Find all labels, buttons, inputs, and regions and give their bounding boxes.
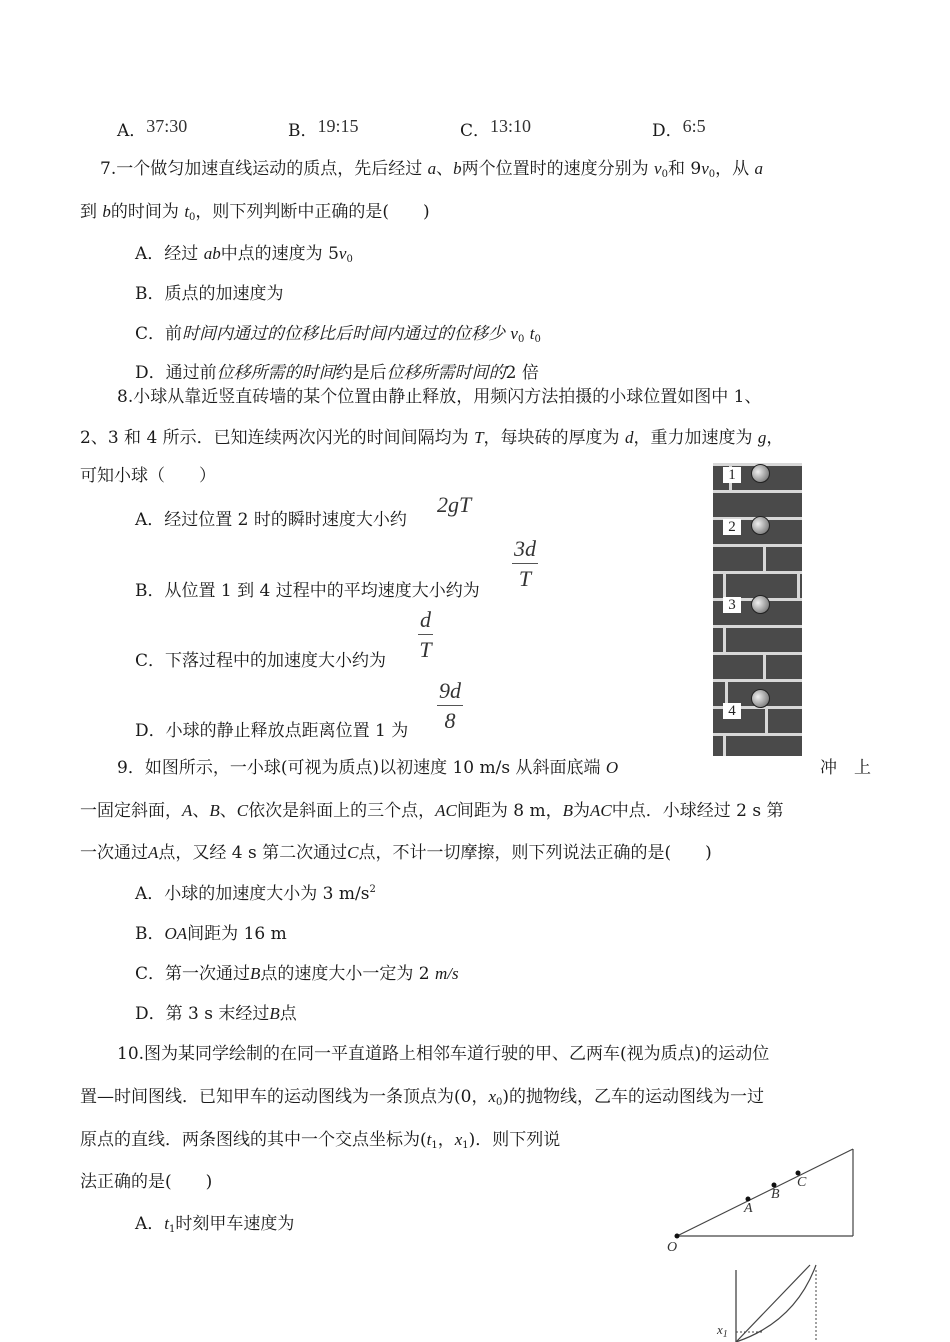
mortar-joint bbox=[723, 571, 726, 598]
subscript: 1 bbox=[462, 1140, 469, 1151]
text: 、 bbox=[436, 159, 454, 179]
var-t: t bbox=[184, 202, 190, 221]
q9-stem-line1-end: 冲 上 bbox=[820, 758, 871, 778]
q8-option-b bbox=[135, 576, 480, 601]
point-O bbox=[675, 1234, 680, 1239]
q8-stem-line1: 8.小球从靠近竖直砖墙的某个位置由静止释放，用频闪方法拍摄的小球位置如图中 1、 bbox=[117, 387, 762, 407]
var-x: x bbox=[454, 1130, 463, 1149]
var-v: v bbox=[510, 324, 518, 343]
var-C: C bbox=[236, 801, 249, 820]
subscript: 0 bbox=[346, 254, 353, 265]
mortar-joint bbox=[763, 652, 766, 679]
text: A． bbox=[135, 1214, 165, 1234]
text: D．第 3 s 末经过 bbox=[135, 1004, 270, 1024]
text: 到 bbox=[80, 202, 97, 222]
graph-label-x1 bbox=[717, 1322, 728, 1340]
var-AC: AC bbox=[435, 801, 457, 820]
var-a: a bbox=[427, 159, 437, 178]
text: B． bbox=[135, 924, 165, 944]
q7-option-c bbox=[135, 319, 541, 345]
mortar-line bbox=[713, 733, 802, 736]
text: ，重力加速度为 bbox=[633, 428, 753, 448]
text: 中点．小球经过 2 s 第 bbox=[611, 801, 784, 821]
subscript: 0 bbox=[517, 334, 525, 345]
option-value: 19:15 bbox=[317, 116, 359, 136]
mortar-line bbox=[713, 544, 802, 547]
option-letter: B． bbox=[288, 121, 318, 141]
text: 2、3 和 4 所示．已知连续两次闪光的时间间隔均为 bbox=[80, 428, 469, 448]
subscript: 0 bbox=[534, 334, 541, 345]
q9-option-d bbox=[135, 999, 297, 1024]
var-B: B bbox=[209, 801, 220, 820]
text: 、 bbox=[192, 801, 210, 821]
var-ab: ab bbox=[203, 244, 221, 263]
var-g: g bbox=[757, 428, 767, 447]
text: 和 9 bbox=[667, 159, 702, 179]
q10-stem-line3 bbox=[80, 1125, 560, 1151]
q8-stem-line2 bbox=[80, 423, 783, 448]
incline-line bbox=[677, 1149, 853, 1236]
var-B: B bbox=[562, 801, 573, 820]
var-t: t bbox=[426, 1130, 432, 1149]
incline-label-O: O bbox=[667, 1240, 678, 1255]
text: 一固定斜面， bbox=[80, 801, 182, 821]
q6-option-d bbox=[652, 116, 706, 141]
text: x bbox=[717, 1322, 723, 1337]
position-label-2: 2 bbox=[723, 519, 741, 535]
text: 时刻甲车速度为 bbox=[175, 1214, 295, 1234]
ball-position-1 bbox=[751, 464, 770, 483]
text: 原点的直线．两条图线的其中一个交点坐标为( bbox=[80, 1130, 427, 1150]
unit: m/s bbox=[435, 964, 459, 983]
mortar-joint bbox=[763, 544, 766, 571]
text: 为 bbox=[573, 801, 590, 821]
text: 的时间为 bbox=[110, 202, 179, 222]
q10-stem-line4: 法正确的是( ) bbox=[80, 1172, 213, 1192]
numerator: 3d bbox=[512, 538, 538, 564]
q7-stem-line1 bbox=[100, 154, 763, 180]
numerator: 9d bbox=[437, 680, 463, 706]
q6-option-c bbox=[460, 116, 531, 141]
text: 点，不计一切摩擦，则下列说法正确的是( ) bbox=[358, 843, 712, 863]
line-yi-car bbox=[736, 1265, 810, 1342]
incline-label-B: B bbox=[771, 1187, 780, 1202]
var-O: O bbox=[605, 758, 619, 777]
q8-option-d bbox=[135, 716, 408, 741]
text: 间距为 8 m， bbox=[456, 801, 563, 821]
subscript: 0 bbox=[708, 169, 716, 180]
mortar-joint bbox=[765, 706, 768, 733]
option-letter: A． bbox=[117, 121, 147, 141]
incline-label-C: C bbox=[797, 1175, 807, 1190]
denominator: 8 bbox=[444, 708, 456, 733]
ball-position-4 bbox=[751, 689, 770, 708]
subscript: 0 bbox=[661, 169, 668, 180]
text: 约是后 bbox=[335, 363, 387, 383]
ball-position-3 bbox=[751, 595, 770, 614]
mortar-joint bbox=[723, 625, 726, 652]
q9-option-a bbox=[135, 879, 376, 904]
position-label-4: 4 bbox=[723, 703, 741, 719]
var-v: v bbox=[654, 159, 662, 178]
subscript: 0 bbox=[496, 1097, 503, 1108]
text: D．通过前 bbox=[135, 363, 217, 383]
text: 点的速度大小一定为 2 bbox=[260, 964, 436, 984]
q10-stem-line2 bbox=[80, 1082, 764, 1108]
subscript: 1 bbox=[722, 1329, 728, 1340]
text: 2 倍 bbox=[505, 363, 539, 383]
denominator: T bbox=[419, 637, 432, 662]
position-label-3: 3 bbox=[723, 597, 741, 613]
mortar-line bbox=[713, 571, 802, 574]
mortar-joint bbox=[723, 733, 726, 756]
text: 点 bbox=[279, 1004, 297, 1024]
q10-option-a bbox=[135, 1209, 294, 1235]
var-AC: AC bbox=[590, 801, 612, 820]
q8-option-a bbox=[135, 505, 407, 530]
text: 9．如图所示，一小球(可视为质点)以初速度 10 m/s 从斜面底端 bbox=[117, 758, 601, 778]
q8-option-c-fraction bbox=[418, 609, 433, 661]
mortar-line bbox=[713, 490, 802, 493]
text: 点，又经 4 s 第二次通过 bbox=[158, 843, 348, 863]
q9-option-c bbox=[135, 959, 459, 984]
var-B: B bbox=[250, 964, 261, 983]
option-value: 13:10 bbox=[490, 116, 532, 136]
q6-option-b bbox=[288, 116, 359, 141]
text: B．质点的加速度为 bbox=[135, 284, 284, 304]
option-letter: C． bbox=[460, 121, 491, 141]
q8-option-b-fraction bbox=[512, 538, 538, 590]
text: ，每块砖的厚度为 bbox=[483, 428, 620, 448]
q7-option-a bbox=[135, 239, 353, 265]
var-b: b bbox=[102, 202, 111, 221]
text: 间距为 16 m bbox=[187, 924, 287, 944]
q8-option-c bbox=[135, 646, 386, 671]
q7-option-d bbox=[135, 358, 539, 383]
text: )．则下列说 bbox=[468, 1130, 561, 1150]
numerator: d bbox=[418, 609, 433, 635]
var-x: x bbox=[488, 1087, 496, 1106]
text-italic: 时间内通过的位移比后时间内通过的位移少 bbox=[182, 324, 506, 344]
q8-stem-line3: 可知小球（ ） bbox=[80, 466, 216, 486]
text: 中点的速度为 5 bbox=[220, 244, 339, 264]
text: D．小球的静止释放点距离位置 1 为 bbox=[135, 721, 409, 741]
var-v: v bbox=[338, 244, 347, 263]
text: A．经过 bbox=[135, 244, 199, 264]
text: 7.一个做匀加速直线运动的质点，先后经过 bbox=[100, 159, 423, 179]
ball-position-2 bbox=[751, 516, 770, 535]
text: )的抛物线，乙车的运动图线为一过 bbox=[502, 1087, 765, 1107]
var-A: A bbox=[182, 801, 193, 820]
text: C．下落过程中的加速度大小约为 bbox=[135, 651, 387, 671]
superscript: 2 bbox=[369, 884, 376, 895]
text: ， bbox=[437, 1130, 455, 1150]
brick-wall-figure bbox=[713, 463, 802, 756]
text: 一次通过 bbox=[80, 843, 148, 863]
mortar-joint bbox=[725, 679, 728, 706]
var-B: B bbox=[269, 1004, 280, 1023]
var-T: T bbox=[474, 428, 484, 447]
option-letter: D． bbox=[652, 121, 683, 141]
text: A．经过位置 2 时的瞬时速度大小约 bbox=[135, 510, 407, 530]
text: 置—时间图线．已知甲车的运动图线为一条顶点为(0， bbox=[80, 1087, 489, 1107]
incline-label-A: A bbox=[744, 1201, 753, 1216]
text: A．小球的加速度大小为 3 m/s bbox=[135, 884, 370, 904]
q8-option-d-fraction bbox=[437, 680, 463, 732]
text-italic: 位移所需的时间 bbox=[216, 363, 336, 383]
q6-option-a bbox=[117, 116, 187, 141]
text: B．从位置 1 到 4 过程中的平均速度大小约为 bbox=[135, 581, 480, 601]
var-b: b bbox=[453, 159, 462, 178]
subscript: 0 bbox=[189, 212, 196, 223]
var-d: d bbox=[624, 428, 634, 447]
text: C．前 bbox=[135, 324, 183, 344]
q9-stem-line3 bbox=[80, 838, 712, 863]
subscript: 1 bbox=[169, 1224, 176, 1235]
q8-option-a-formula: 2gT bbox=[437, 492, 472, 517]
subscript: 1 bbox=[431, 1140, 438, 1151]
text: C．第一次通过 bbox=[135, 964, 251, 984]
mortar-line bbox=[713, 625, 802, 628]
var-v: v bbox=[701, 159, 709, 178]
option-value: 37:30 bbox=[146, 116, 188, 136]
text: 、 bbox=[219, 801, 237, 821]
mortar-joint bbox=[797, 571, 800, 598]
position-label-1: 1 bbox=[723, 467, 741, 483]
text: ，则下列判断中正确的是( ) bbox=[195, 202, 430, 222]
var-A: A bbox=[148, 843, 159, 862]
var-OA: OA bbox=[164, 924, 188, 943]
var-a: a bbox=[754, 159, 764, 178]
q7-option-b bbox=[135, 279, 284, 304]
text-italic: 位移所需时间的 bbox=[386, 363, 506, 383]
denominator: T bbox=[518, 566, 532, 591]
mortar-line bbox=[713, 652, 802, 655]
option-value: 6:5 bbox=[682, 116, 706, 136]
text: 依次是斜面上的三个点， bbox=[248, 801, 436, 821]
q7-stem-line2 bbox=[80, 197, 430, 223]
text: ， bbox=[766, 428, 784, 448]
q9-stem-line1 bbox=[117, 753, 618, 778]
var-C: C bbox=[347, 843, 359, 862]
text: 两个位置时的速度分别为 bbox=[461, 159, 649, 179]
var-t: t bbox=[529, 324, 535, 343]
var-t: t bbox=[164, 1214, 170, 1233]
q9-stem-line2 bbox=[80, 796, 784, 821]
text: ，从 bbox=[715, 159, 750, 179]
q9-option-b bbox=[135, 919, 287, 944]
incline-figure bbox=[660, 1140, 870, 1260]
parabola-jia-car bbox=[736, 1265, 816, 1342]
q10-stem-line1: 10.图为某同学绘制的在同一平直道路上相邻车道行驶的甲、乙两车(视为质点)的运动位 bbox=[117, 1044, 770, 1064]
